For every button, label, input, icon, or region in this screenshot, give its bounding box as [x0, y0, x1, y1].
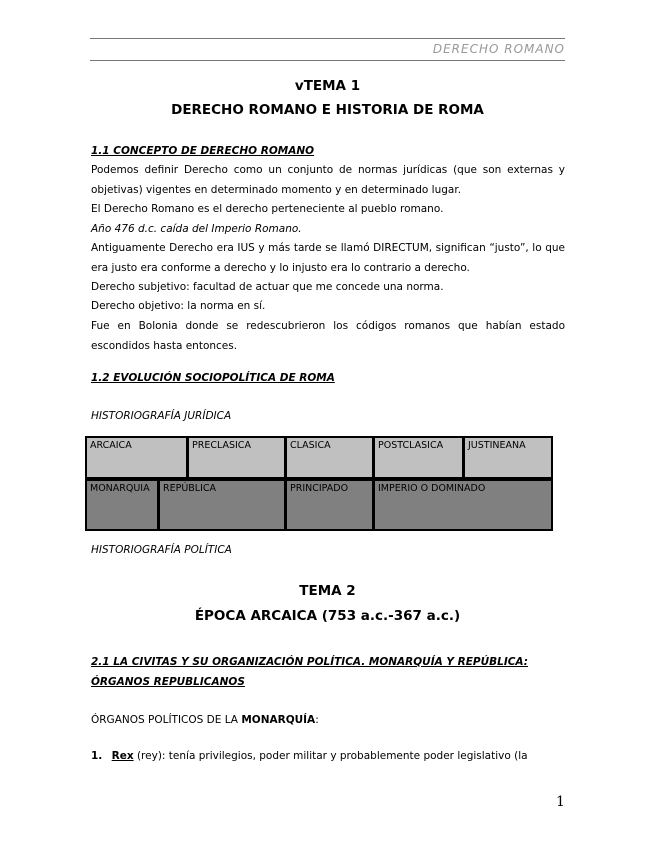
organos-prefix: ÓRGANOS POLÍTICOS DE LA	[91, 714, 242, 726]
section-1-2-heading: 1.2 EVOLUCIÓN SOCIOPOLÍTICA DE ROMA	[91, 372, 335, 384]
tema1-title: DERECHO ROMANO E HISTORIA DE ROMA	[171, 102, 484, 118]
header-bottom-rule	[90, 60, 565, 61]
cell-preclasica: PRECLASICA	[189, 438, 284, 477]
organos-politicos-line	[91, 711, 565, 731]
header-top-rule	[90, 38, 565, 39]
caption-historiografia-juridica: HISTORIOGRAFÍA JURÍDICA	[91, 410, 232, 422]
list-item-number: 1.	[91, 750, 103, 762]
cell-postclasica: POSTCLASICA	[375, 438, 462, 477]
tema2-number: TEMA 2	[299, 583, 356, 599]
list-item-rex	[91, 750, 565, 762]
tema2-title: ÉPOCA ARCAICA (753 a.c.-367 a.c.)	[194, 608, 461, 624]
section-2-1-heading-line1: 2.1 LA CIVITAS Y SU ORGANIZACIÓN POLÍTICA. MONARQUÍA Y REPÚBLICA:	[91, 656, 528, 668]
section-1-1-heading: 1.1 CONCEPTO DE DERECHO ROMANO	[91, 145, 315, 157]
term-rex: Rex	[111, 750, 134, 762]
cell-arcaica: ARCAICA	[87, 438, 186, 477]
cell-justineana: JUSTINEANA	[465, 438, 551, 477]
paragraph-definicion: Podemos definir Derecho como un conjunto de normas jurídicas (que son externas y objetivas) vigentes en determinado momento y en determinado lugar.	[91, 164, 565, 196]
paragraph-ius-directum: Antiguamente Derecho era IUS y más tarde se llamó DIRECTUM, significan “justo”, lo que era justo era conforme a derecho y lo injusto era lo contrario a derecho.	[91, 242, 565, 274]
paragraph-ano-476: Año 476 d.c. caída del Imperio Romano.	[91, 223, 302, 235]
running-header: DERECHO ROMANO	[432, 42, 565, 56]
section-2-1-heading-line2: ÓRGANOS REPUBLICANOS	[91, 676, 245, 688]
periods-table	[85, 436, 553, 531]
cell-principado: PRINCIPADO	[287, 481, 372, 529]
paragraph-derecho-romano: El Derecho Romano es el derecho perteneciente al pueblo romano.	[91, 203, 444, 215]
page-number: 1	[556, 794, 565, 810]
rex-description: (rey): tenía privilegios, poder militar y probablemente poder legislativo (la	[133, 750, 528, 762]
paragraph-derecho-objetivo: Derecho objetivo: la norma en sí.	[91, 300, 266, 312]
caption-historiografia-politica: HISTORIOGRAFÍA POLÍTICA	[91, 544, 232, 556]
paragraph-derecho-subjetivo: Derecho subjetivo: facultad de actuar que me concede una norma.	[91, 281, 444, 293]
paragraph-bolonia: Fue en Bolonia donde se redescubrieron los códigos romanos que habían estado escondidos hasta entonces.	[91, 320, 565, 352]
cell-monarquia: MONARQUIA	[87, 481, 157, 529]
organos-monarquia: MONARQUÍA	[241, 714, 316, 726]
cell-clasica: CLASICA	[287, 438, 372, 477]
cell-republica: REPÚBLICA	[160, 481, 284, 529]
cell-imperio: IMPERIO O DOMINADO	[375, 481, 551, 529]
organos-suffix: :	[315, 714, 319, 726]
tema1-number: vTEMA 1	[294, 78, 361, 94]
